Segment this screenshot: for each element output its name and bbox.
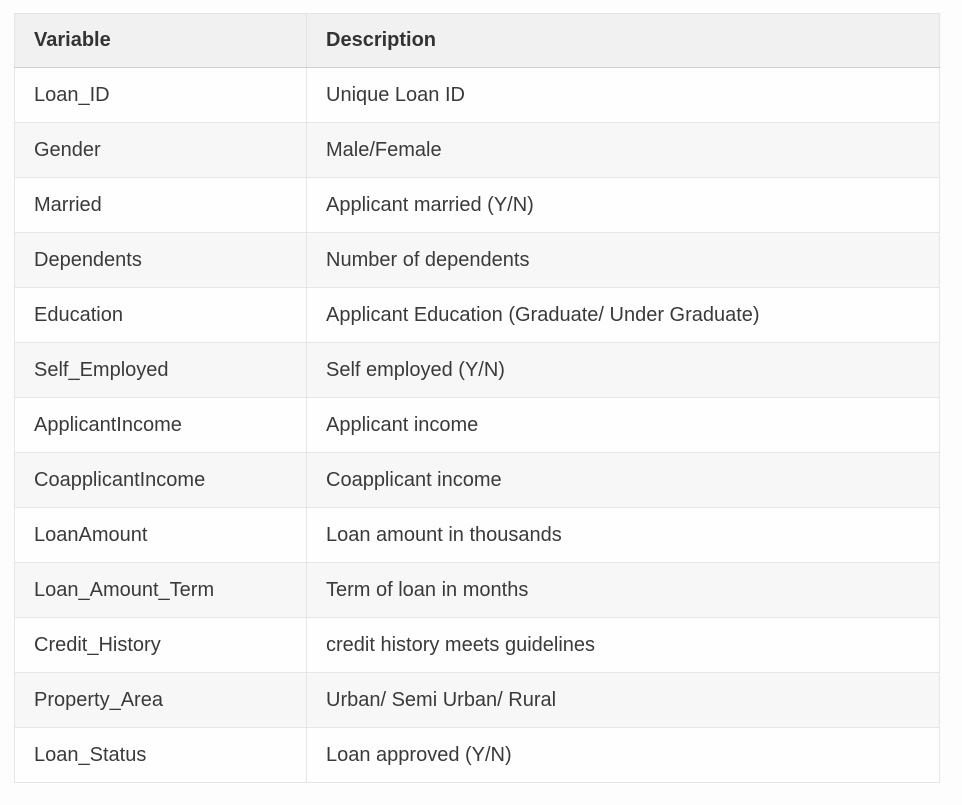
cell-description: Applicant income — [307, 398, 940, 453]
header-description: Description — [307, 14, 940, 68]
cell-variable: Property_Area — [15, 673, 307, 728]
table-row — [15, 123, 940, 178]
cell-description: Applicant married (Y/N) — [307, 178, 940, 233]
table-row — [15, 508, 940, 563]
cell-variable: Loan_ID — [15, 68, 307, 123]
table-row — [15, 343, 940, 398]
cell-description: Male/Female — [307, 123, 940, 178]
cell-description: Applicant Education (Graduate/ Under Graduate) — [307, 288, 940, 343]
header-row — [15, 14, 940, 68]
cell-variable: ApplicantIncome — [15, 398, 307, 453]
table-header — [15, 14, 940, 68]
table-row — [15, 453, 940, 508]
table-row — [15, 178, 940, 233]
table-row — [15, 563, 940, 618]
cell-description: Term of loan in months — [307, 563, 940, 618]
cell-variable: Gender — [15, 123, 307, 178]
cell-description: Self employed (Y/N) — [307, 343, 940, 398]
table-row — [15, 618, 940, 673]
cell-description: Coapplicant income — [307, 453, 940, 508]
table-row — [15, 398, 940, 453]
cell-variable: Married — [15, 178, 307, 233]
header-variable: Variable — [15, 14, 307, 68]
table-row — [15, 673, 940, 728]
table-row — [15, 233, 940, 288]
cell-variable: Self_Employed — [15, 343, 307, 398]
table-row — [15, 68, 940, 123]
cell-description: Loan approved (Y/N) — [307, 728, 940, 783]
cell-variable: Education — [15, 288, 307, 343]
cell-variable: Dependents — [15, 233, 307, 288]
variables-table — [14, 13, 940, 783]
cell-description: Loan amount in thousands — [307, 508, 940, 563]
variables-table-container — [14, 13, 939, 783]
cell-description: Urban/ Semi Urban/ Rural — [307, 673, 940, 728]
table-body — [15, 68, 940, 783]
cell-variable: LoanAmount — [15, 508, 307, 563]
cell-variable: Credit_History — [15, 618, 307, 673]
cell-description: Unique Loan ID — [307, 68, 940, 123]
cell-variable: CoapplicantIncome — [15, 453, 307, 508]
table-row — [15, 728, 940, 783]
cell-description: credit history meets guidelines — [307, 618, 940, 673]
table-row — [15, 288, 940, 343]
cell-description: Number of dependents — [307, 233, 940, 288]
cell-variable: Loan_Status — [15, 728, 307, 783]
cell-variable: Loan_Amount_Term — [15, 563, 307, 618]
